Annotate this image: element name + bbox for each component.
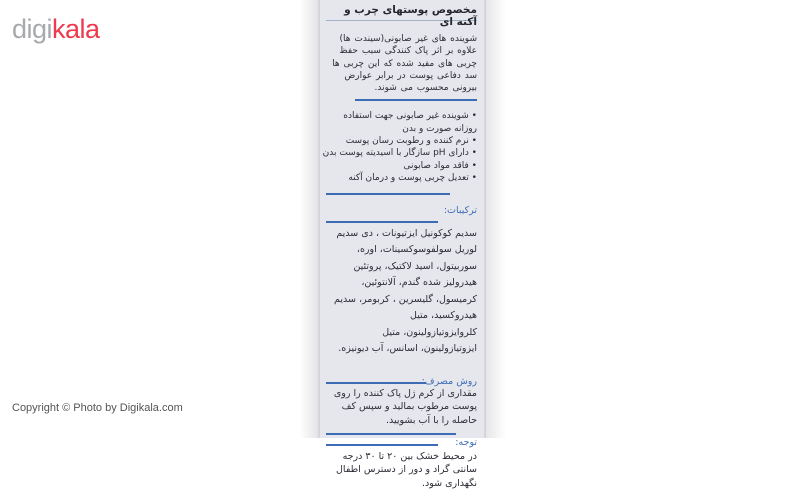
ingredient-line: هیدرولیز شده گندم، آلانتوئین، xyxy=(361,277,477,289)
note-line: در محیط خشک بین ۲۰ تا ۳۰ درجه xyxy=(342,450,477,462)
ingredient-line: سوربیتول، اسید لاکتیک، پروتئین xyxy=(353,260,477,272)
product-label-panel xyxy=(318,0,486,489)
note-text xyxy=(326,450,477,490)
ingredients-list xyxy=(326,226,477,358)
note-line: سانتی گراد و دور از دسترس اطفال xyxy=(336,464,477,476)
divider-line xyxy=(326,433,456,435)
feature-item: • شوینده غیر صابونی جهت استفاده xyxy=(343,111,477,122)
intro-line: شوینده های غیر صابونی(سیندت ها) xyxy=(339,34,477,44)
divider-line xyxy=(326,221,438,223)
feature-item: • نرم کننده و رطوبت رسان پوست xyxy=(345,136,477,147)
divider-line xyxy=(326,193,450,195)
usage-heading: روش مصرف: xyxy=(421,375,477,387)
feature-item: • تعدیل چربی پوست و درمان آکنه xyxy=(348,172,477,183)
ingredients-heading: ترکیبات: xyxy=(443,205,477,217)
ingredient-line: لوریل سولفوسوکسینات، اوره، xyxy=(356,244,477,256)
note-line: نگهداری شود. xyxy=(421,477,477,489)
package-shadow-left xyxy=(300,0,320,438)
label-content xyxy=(320,0,485,490)
divider-line xyxy=(326,382,426,384)
package-shadow-right xyxy=(484,0,506,438)
feature-item: • دارای pH سازگار با اسیدیته پوست بدن xyxy=(322,148,477,159)
note-heading: توجه: xyxy=(455,437,477,449)
ingredient-line: ایزوتیازولینون، اسانس، آب دیونیزه. xyxy=(338,343,477,355)
ingredient-line: کلروایزوتیازولینون، متیل xyxy=(382,326,477,338)
feature-item: روزانه صورت و بدن xyxy=(402,123,477,134)
ingredient-line: هیدروکسید، متیل xyxy=(410,310,477,322)
photo-credit: Copyright © Photo by Digikala.com xyxy=(12,402,183,414)
usage-line: پوست مرطوب بمالید و سپس کف xyxy=(341,401,477,413)
intro-line: سد دفاعی پوست در برابر عوارض xyxy=(344,70,477,81)
logo-kala: kala xyxy=(52,14,100,44)
feature-item: • فاقد مواد صابونی xyxy=(403,160,477,171)
ingredient-line: کرمیسول، گلیسرین ، کربومر، سدیم xyxy=(334,293,477,305)
divider-line xyxy=(355,99,477,101)
usage-line: مقداری از کرم ژل پاک کننده را روی xyxy=(333,387,477,399)
intro-line: علاوه بر اثر پاک کنندگی سبب حفظ xyxy=(339,46,477,57)
intro-line: بیرونی محسوب می شوند. xyxy=(374,83,477,94)
usage-text xyxy=(326,387,477,428)
divider-line xyxy=(326,444,438,446)
digikala-logo[interactable] xyxy=(12,14,100,45)
label-subtitle: مخصوص پوستهای چرب و آکنه ای xyxy=(326,0,477,21)
usage-line: حاصله را با آب بشویید. xyxy=(385,414,477,426)
features-list xyxy=(322,110,477,184)
intro-line: چربی های مفید شده که این چربی ها xyxy=(332,58,477,69)
logo-digi: digi xyxy=(12,14,53,44)
intro-paragraph xyxy=(326,33,477,94)
ingredient-line: سدیم کوکونیل ایزتیونات ، دی سدیم xyxy=(336,227,477,239)
